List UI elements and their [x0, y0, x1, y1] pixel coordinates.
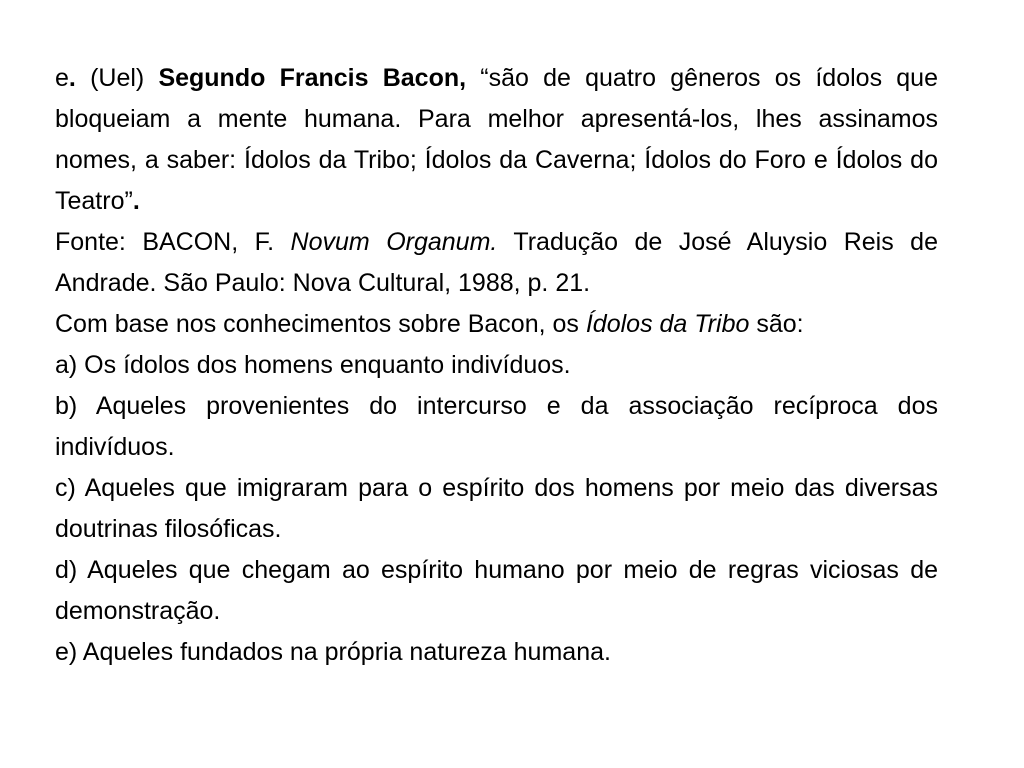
option-a: a) Os ídolos dos homens enquanto indivíduos.	[55, 351, 571, 379]
source-rest: Tradução de José Aluysio Reis de Andrade. São Paulo: Nova Cultural, 1988, p. 21.	[55, 228, 938, 297]
prompt-term: Ídolos da Tribo	[585, 310, 750, 338]
question-letter-dot: .	[68, 64, 76, 92]
slide-content	[55, 58, 938, 673]
question-source-tag: (Uel)	[75, 64, 159, 92]
option-c: c) Aqueles que imigraram para o espírito dos homens por meio das diversas doutrinas filosóficas.	[55, 474, 938, 543]
option-d: d) Aqueles que chegam ao espírito humano por meio de regras viciosas de demonstração.	[55, 556, 938, 625]
prompt-after: são:	[749, 310, 804, 338]
question-statement	[55, 58, 938, 222]
question-lead: Segundo Francis Bacon,	[158, 64, 467, 92]
source-citation	[55, 222, 938, 304]
question-letter: e	[55, 64, 69, 92]
question-end-dot: .	[132, 187, 140, 215]
question-quote: “são de quatro gêneros os ídolos que bloqueiam a mente humana. Para melhor apresentá-los, lhes assinamos nomes, a saber: Ídolos da Tribo; Ídolos da Caverna; Ídolos do Foro e Ídolos do Teatro”	[55, 64, 938, 215]
question-prompt	[55, 304, 938, 345]
source-prefix: Fonte: BACON, F.	[55, 228, 291, 256]
option-b: b) Aqueles provenientes do intercurso e da associação recíproca dos indivíduos.	[55, 392, 938, 461]
prompt-before: Com base nos conhecimentos sobre Bacon, os	[55, 310, 586, 338]
source-title: Novum Organum.	[290, 228, 498, 256]
option-e: e) Aqueles fundados na própria natureza humana.	[55, 638, 611, 666]
